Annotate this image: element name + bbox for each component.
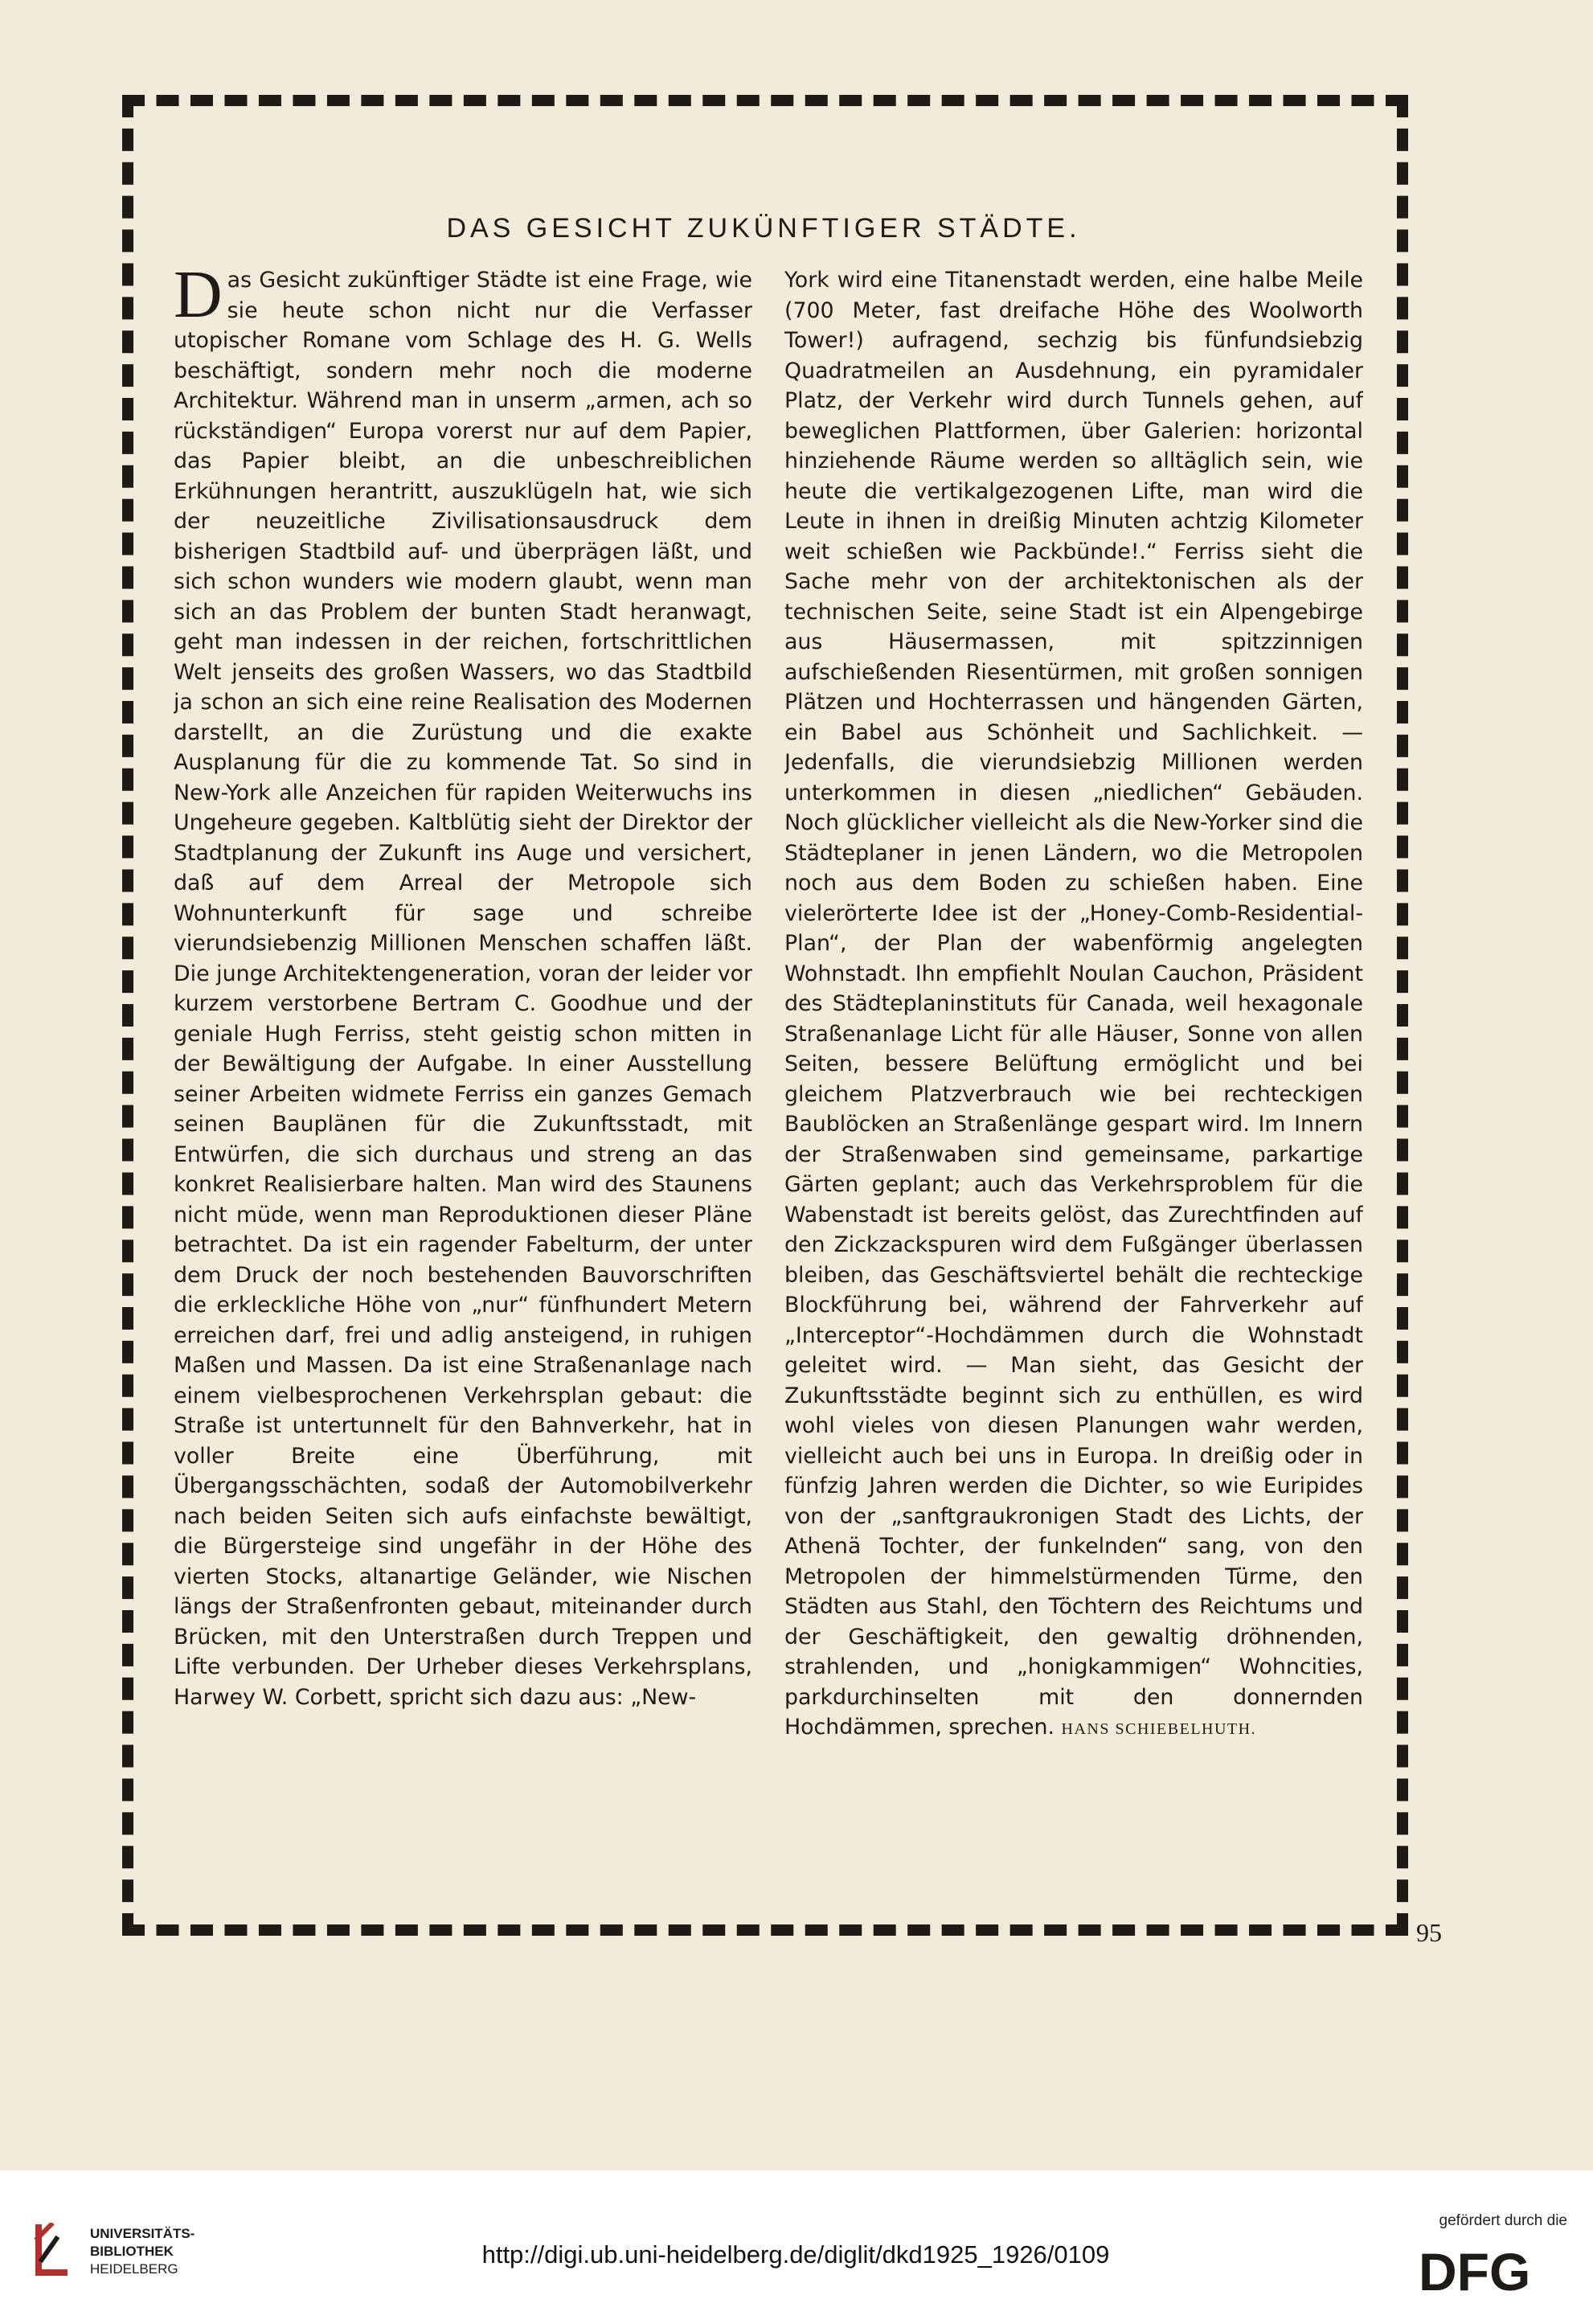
text-column-left	[174, 265, 752, 1881]
text-column-right	[784, 265, 1363, 1881]
library-name-line2: BIBLIOTHEK	[90, 2244, 174, 2259]
dfg-logo-text: DFG	[1419, 2245, 1531, 2295]
author-signature: HANS SCHIEBELHUTH.	[1061, 1720, 1257, 1738]
library-name-line1: UNIVERSITÄTS-	[90, 2226, 195, 2241]
library-name	[90, 2225, 195, 2278]
article-title: DAS GESICHT ZUKÜNFTIGER STÄDTE.	[446, 213, 1081, 244]
dfg-logo-icon	[1419, 2245, 1571, 2295]
library-name-line3: HEIDELBERG	[90, 2261, 178, 2277]
permalink-url[interactable]: http://digi.ub.uni-heidelberg.de/diglit/dkd1925_1926/0109	[481, 2240, 1110, 2269]
column-right-text: York wird eine Titanenstadt werden, eine halbe Meile (700 Meter, fast dreifache Höhe des Woolworth Tower!) aufragend, sechzig bis fünfundsiebzig Quadratmeilen an Ausdehnung, ein pyramidaler Platz, der Verkehr wird durch Tunnels gehen, auf beweglichen Plattformen, über Galerien: horizontal hinziehende Räume werden so alltäglich sein, wie heute die vertikalgezogenen Lifte, man wird die Leute in ihnen in dreißig Minuten achtzig Kilometer weit schießen wie Packbünde!.“ Ferriss sieht die Sache mehr von der architektonischen als der technischen Seite, seine Stadt ist ein Alpengebirge aus Häusermassen, mit spitzzinnigen aufschießenden Riesentürmen, mit großen sonnigen Plätzen und Hochterrassen und hängenden Gärten, ein Babel aus Schönheit und Sachlichkeit. — Jedenfalls, die vierundsiebzig Millionen werden unterkommen in diesen „niedlichen“ Gebäuden. Noch glücklicher vielleicht als die New-Yorker sind die Städteplaner in jenen Ländern, wo die Metropolen noch aus dem Boden zu schießen haben. Eine vielerörterte Idee ist der „Honey-Comb-Residential-Plan“, der Plan der wabenförmig angelegten Wohnstadt. Ihn empfiehlt Noulan Cauchon, Präsident des Städteplaninstituts für Canada, weil hexagonale Straßenanlage Licht für alle Häuser, Sonne von allen Seiten, bessere Belüftung ermöglicht und bei gleichem Platzverbrauch wie bei rechteckigen Baublöcken an Straßenlänge gespart wird. Im Innern der Straßenwaben sind gemeinsame, parkartige Gärten geplant; auch das Verkehrsproblem für die Wabenstadt ist bereits gelöst, das Zurechtfinden auf den Zickzackspuren wird dem Fußgänger überlassen bleiben, das Geschäftsviertel behält die rechteckige Blockführung bei, während der Fahrverkehr auf „Interceptor“-Hochdämmen durch die Wohnstadt geleitet wird. — Man sieht, das Gesicht der Zukunftsstädte beginnt sich zu enthüllen, es wird wohl vieles von diesen Planungen wahr werden, vielleicht auch bei uns in Europa. In dreißig oder in fünfzig Jahren werden die Dichter, so wie Euripides von der „sanftgraukronigen Stadt des Lichts, der Athenä Tochter, der funkelnden“ sang, von den Metropolen der himmelstürmenden Türme, den Städten aus Stahl, den Töchtern des Reichtums und der Geschäftigkeit, den gewaltig dröhnenden, strahlenden, und „honigkammigen“ Wohncities, parkdurchinselten mit den donnernden Hochdämmen, sprechen.	[784, 268, 1363, 1740]
column-left-text: as Gesicht zukünftiger Städte ist eine Frage, wie sie heute schon nicht nur die Verfasser utopischer Romane vom Schlage des H. G. Wells beschäftigt, sondern mehr noch die moderne Architektur. Während man in unserm „armen, ach so rückständigen“ Europa vorerst nur auf dem Papier, das Papier bleibt, an die unbeschreiblichen Erkühnungen herantritt, auszuklügeln hat, wie sich der neuzeitliche Zivilisationsausdruck dem bisherigen Stadtbild auf- und überprägen läßt, und sich schon wunders wie modern glaubt, wenn man sich an das Problem der bunten Stadt heranwagt, geht man indessen in der reichen, fortschrittlichen Welt jenseits des großen Wassers, wo das Stadtbild ja schon an sich eine reine Realisation des Modernen darstellt, an die Zurüstung und die exakte Ausplanung für die zu kommende Tat. So sind in New-York alle Anzeichen für rapiden Weiterwuchs ins Ungeheure gegeben. Kaltblütig sieht der Direktor der Stadtplanung der Zukunft ins Auge und versichert, daß auf dem Arreal der Metropole sich Wohnunterkunft für sage und schreibe vierundsiebenzig Millionen Menschen schaffen läßt. Die junge Architektengeneration, voran der leider vor kurzem verstorbene Bertram C. Goodhue und der geniale Hugh Ferriss, steht geistig schon mitten in der Bewältigung der Aufgabe. In einer Ausstellung seiner Arbeiten widmete Ferriss ein ganzes Gemach seinen Bauplänen für die Zukunftsstadt, mit Entwürfen, die sich durchaus und streng an das konkret Realisierbare halten. Man wird des Staunens nicht müde, wenn man Reproduktionen dieser Pläne betrachtet. Da ist ein ragender Fabelturm, der unter dem Druck der noch bestehenden Bauvorschriften die erkleckliche Höhe von „nur“ fünfhundert Metern erreichen darf, frei und adlig ansteigend, in ruhigen Maßen und Massen. Da ist eine Straßenanlage nach einem vielbesprochenen Verkehrsplan gebaut: die Straße ist untertunnelt für den Bahnverkehr, hat in voller Breite eine Überführung, mit Übergangsschächten, sodaß der Automobilverkehr nach beiden Seiten sich aufs einfachste bewältigt, die Bürgersteige sind ungefähr in der Höhe des vierten Stocks, altanartige Geländer, wie Nischen längs der Straßenfronten gebaut, miteinander durch Brücken, mit den Unterstraßen durch Treppen und Lifte verbunden. Der Urheber dieses Verkehrsplans, Harwey W. Corbett, spricht sich dazu aus: „New-	[174, 268, 752, 1710]
funded-by-label: gefördert durch die	[1439, 2212, 1567, 2229]
drop-cap: D	[174, 265, 223, 332]
university-library-logo-icon	[31, 2223, 79, 2279]
page-number: 95	[1416, 1918, 1442, 1947]
